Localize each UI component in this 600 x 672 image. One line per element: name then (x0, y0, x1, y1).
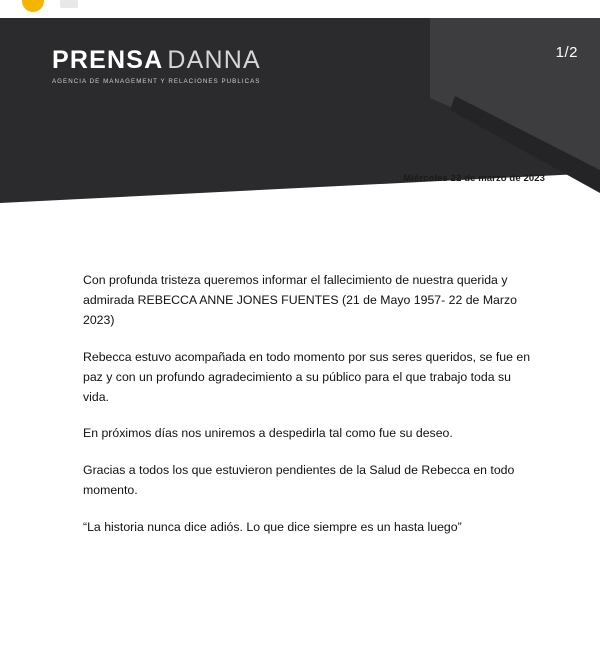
paragraph: Gracias a todos los que estuvieron pendientes de la Salud de Rebecca en todo momento. (83, 463, 515, 498)
paragraph: “La historia nunca dice adiós. Lo que dice siempre es un hasta luego” (83, 520, 462, 535)
document-date: Miércoles 22 de marzo de 2023 (403, 173, 545, 184)
brand-tagline: AGENCIA DE MANAGEMENT Y RELACIONES PUBLICAS (52, 78, 261, 85)
brand-logo-bold: PRENSA (52, 46, 164, 74)
paragraph: Rebecca estuvo acompañada en todo momento por sus seres queridos, se fue en paz y con un profundo agradecimiento a su público para el que trabajo toda su vida. (83, 349, 531, 404)
page-counter: 1/2 (555, 44, 578, 61)
app-thumbnail-icon (60, 0, 78, 8)
document-page (0, 18, 600, 672)
brand-logo-light: DANNA (167, 46, 261, 74)
document-body (83, 271, 535, 538)
paragraph: Con profunda tristeza queremos informar el fallecimiento de nuestra querida y admirada REBECCA ANNE JONES FUENTES (21 de Mayo 1957- 22 de Marzo 2023) (83, 273, 517, 327)
brand-logo (52, 48, 261, 85)
app-chrome-strip (0, 0, 600, 18)
brand-logo-wordmark (52, 48, 261, 73)
paragraph: En próximos días nos uniremos a despedirla tal como fue su deseo. (83, 426, 453, 441)
app-badge-icon (22, 0, 44, 12)
